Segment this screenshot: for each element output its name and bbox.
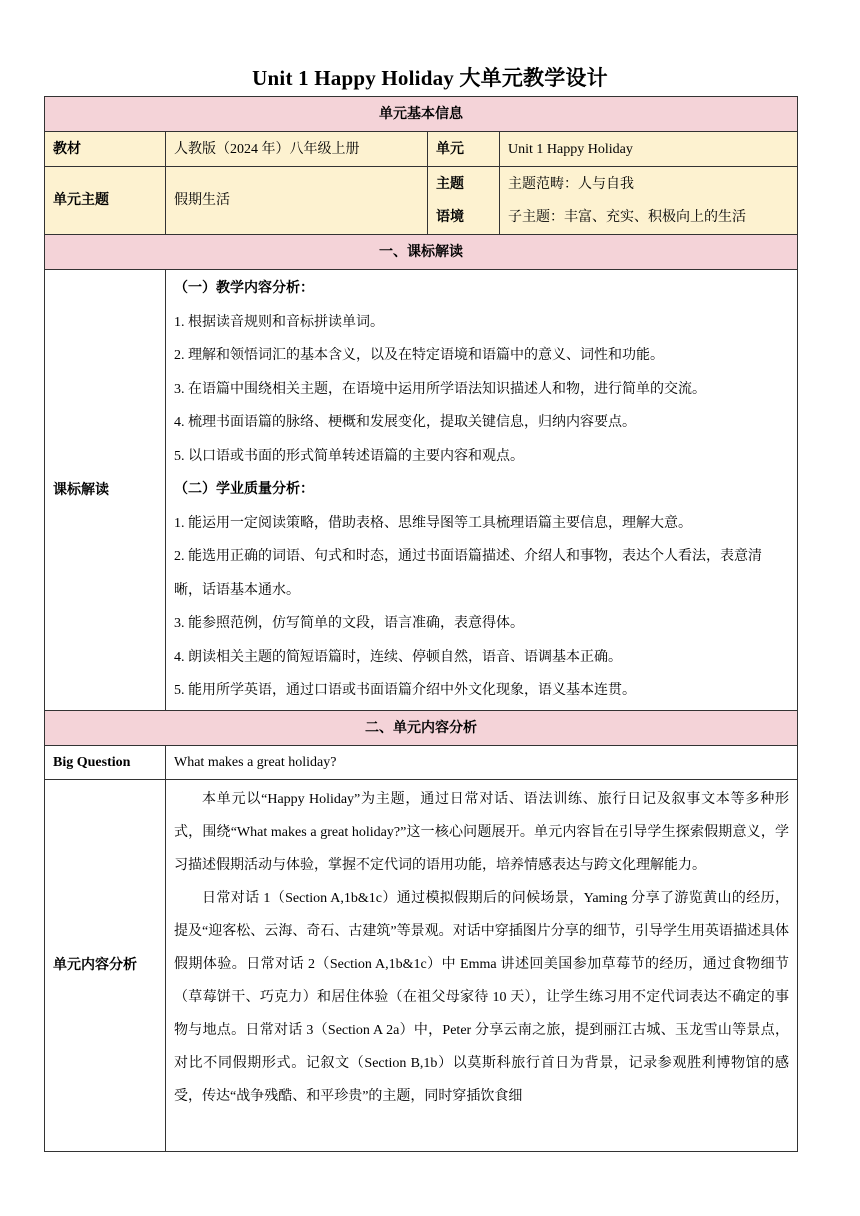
textbook-row (45, 132, 798, 167)
analysis-paragraph: 本单元以“Happy Holiday”为主题，通过日常对话、语法训练、旅行日记及叙事文本等多种形式，围绕“What makes a great holiday?”这一核心问题展开。单元内容旨在引导学生探索假期意义，学习描述假期活动与体验，掌握不定代词的语用功能，培养情感表达与跨文化理解能力。 (174, 792, 789, 873)
section2-header-row (45, 711, 798, 746)
theme-row (45, 167, 798, 235)
curriculum-row (45, 270, 798, 711)
textbook-label: 教材 (45, 132, 166, 167)
theme-value: 假期生活 (166, 167, 428, 235)
context-label-line1: 主题 (436, 176, 464, 192)
content-item: 4. 梳理书面语篇的脉络、梗概和发展变化，提取关键信息，归纳内容要点。 (174, 415, 636, 431)
content-analysis-text (166, 780, 798, 1152)
quality-analysis-heading: （二）学业质量分析： (174, 482, 314, 498)
quality-item: 3. 能参照范例，仿写简单的文段，语言准确，表意得体。 (174, 616, 524, 632)
content-analysis-label: 单元内容分析 (45, 780, 166, 1152)
quality-item: 4. 朗读相关主题的简短语篇时，连续、停顿自然，语音、语调基本正确。 (174, 649, 622, 665)
quality-item: 1. 能运用一定阅读策略，借助表格、思维导图等工具梳理语篇主要信息，理解大意。 (174, 515, 692, 531)
context-value (500, 167, 798, 235)
document-title: Unit 1 Happy Holiday 大单元教学设计 (252, 66, 608, 90)
section1-header: 一、课标解读 (45, 235, 798, 270)
quality-item: 5. 能用所学英语，通过口语或书面语篇介绍中外文化现象，语义基本连贯。 (174, 683, 636, 699)
section2-header: 二、单元内容分析 (45, 711, 798, 746)
unit-value: Unit 1 Happy Holiday (500, 132, 798, 167)
context-label (428, 167, 500, 235)
context-value-line2: 子主题：丰富、充实、积极向上的生活 (508, 209, 746, 225)
big-question-label: Big Question (45, 746, 166, 780)
content-item: 1. 根据读音规则和音标拼读单词。 (174, 314, 384, 330)
content-analysis-row (45, 780, 798, 1152)
basic-info-header-row (45, 97, 798, 132)
context-label-line2: 语境 (436, 209, 464, 225)
content-analysis-heading: （一）教学内容分析： (174, 281, 314, 297)
big-question-row (45, 746, 798, 780)
content-item: 3. 在语篇中围绕相关主题，在语境中运用所学语法知识描述人和物，进行简单的交流。 (174, 381, 706, 397)
basic-info-header: 单元基本信息 (45, 97, 798, 132)
analysis-paragraph: 日常对话 1（Section A,1b&1c）通过模拟假期后的问候场景，Yaming 分享了游览黄山的经历，提及“迎客松、云海、奇石、古建筑”等景观。对话中穿插图片分享的细节，引导学生用英语描述具体假期体验。日常对话 2（Section A,1b&1c）中 Emma 讲述回美国参加草莓节的经历，通过食物细节（草莓饼干、巧克力）和居住体验（在祖父母家待 10 天），让学生练习用不定代词表达不确定的事物与地点。日常对话 3（Section A 2a）中，Peter 分享云南之旅，提到丽江古城、玉龙雪山等景点，对比不同假期形式。记叙文（Section B,1b）以莫斯科旅行首日为背景，记录参观胜利博物馆的感受，传达“战争残酷、和平珍贵”的主题，同时穿插饮食细 (174, 891, 789, 1104)
section1-header-row (45, 235, 798, 270)
quality-item: 2. 能选用正确的词语、句式和时态，通过书面语篇描述、介绍人和事物，表达个人看法，表意清晰，话语基本通水。 (174, 549, 762, 598)
textbook-value: 人教版（2024 年）八年级上册 (166, 132, 428, 167)
context-value-line1: 主题范畴：人与自我 (508, 176, 634, 192)
theme-label: 单元主题 (45, 167, 166, 235)
curriculum-content (166, 270, 798, 711)
unit-label: 单元 (428, 132, 500, 167)
content-item: 5. 以口语或书面的形式简单转述语篇的主要内容和观点。 (174, 448, 524, 464)
big-question-value: What makes a great holiday? (166, 746, 798, 780)
curriculum-label: 课标解读 (45, 270, 166, 711)
content-item: 2. 理解和领悟词汇的基本含义，以及在特定语境和语篇中的意义、词性和功能。 (174, 348, 664, 364)
unit-design-table (44, 96, 798, 1152)
